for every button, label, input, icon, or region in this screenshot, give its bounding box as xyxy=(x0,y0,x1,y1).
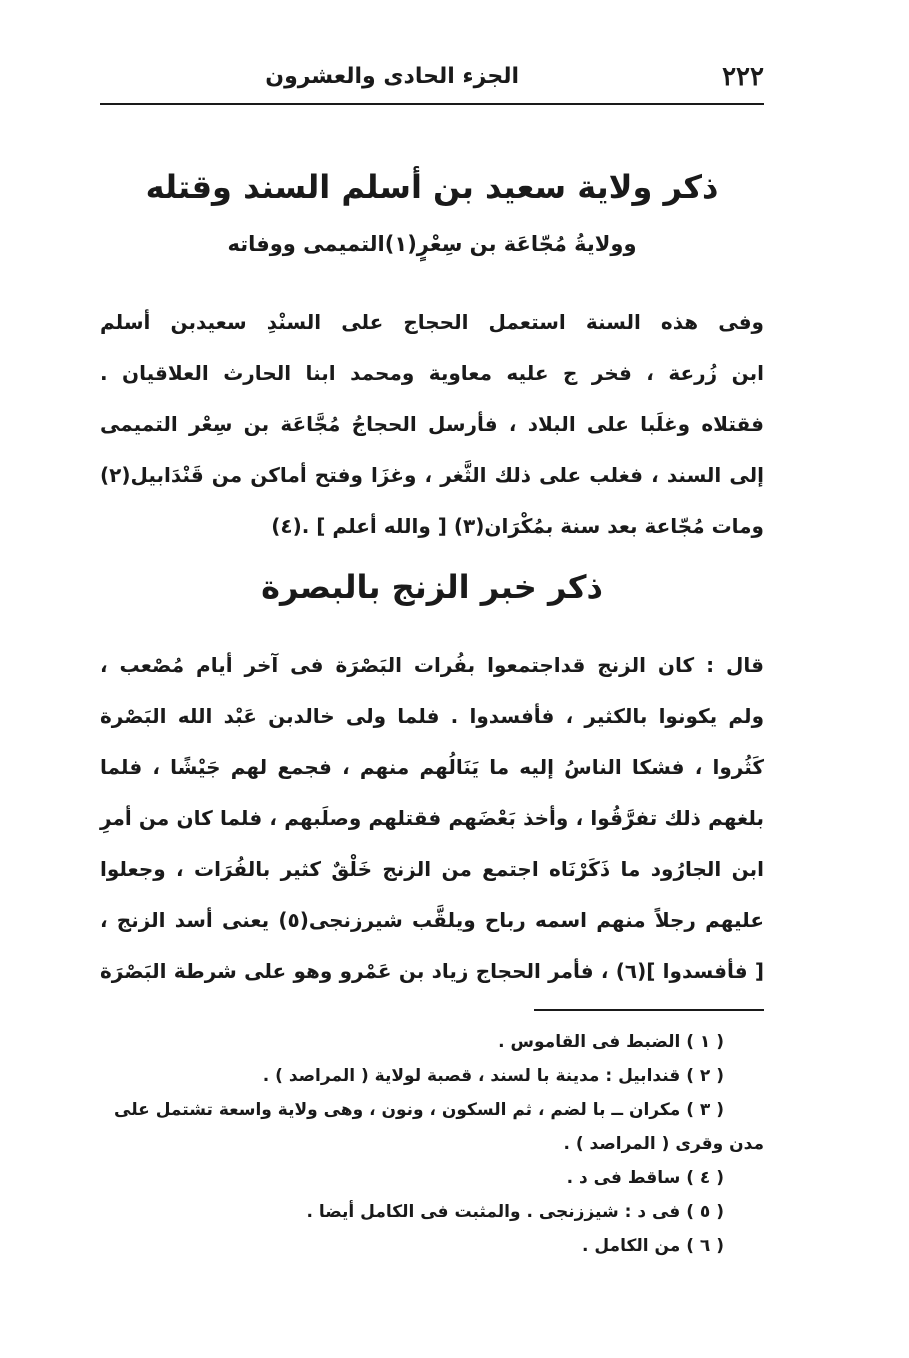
text-line: إلى السند ، فغلب على ذلك الثَّغر ، وغزَا وفتح أماكن من قَنْدَابيل(٢) xyxy=(100,463,764,487)
footnote: ( ٢ ) قندابيل : مدينة با لسند ، قصبة لولاية ( المراصد ) . xyxy=(262,1066,724,1086)
footnote: ( ١ ) الضبط فى القاموس . xyxy=(498,1032,724,1052)
paragraph-zanj xyxy=(100,640,764,997)
text-line: ابن الجارُود ما ذَكَرْنَاه اجتمع من الزنج خَلْقٌ كثير بالفُرَات ، وجعلوا xyxy=(100,857,764,881)
text-line: وفى هذه السنة استعمل الحجاج على السنْدِ سعيدبن أسلم xyxy=(100,310,764,334)
footnotes xyxy=(100,1025,764,1263)
header-divider xyxy=(100,103,764,105)
text-line: فقتلاه وغلَبا على البلاد ، فأرسل الحجاجُ مُجَّاعَة بن سِعْر التميمى xyxy=(100,412,764,436)
footnote-divider xyxy=(534,1009,764,1011)
footnote-continuation: مدن وقرى ( المراصد ) . xyxy=(563,1134,764,1154)
text-line: عليهم رجلاً منهم اسمه رباح ويلقَّب شيرزنجى(٥) يعنى أسد الزنج ، xyxy=(100,908,765,932)
running-title: الجزء الحادى والعشرون xyxy=(265,64,519,89)
text-line: ولم يكونوا بالكثير ، فأفسدوا . فلما ولى خالدبن عَبْد الله البَصْرة xyxy=(100,704,764,728)
text-line: ومات مُجّاعة بعد سنة بمُكْرَان(٣) [ والله أعلم ] .(٤) xyxy=(271,514,764,538)
footnote: ( ٥ ) فى د : شيززنجى . والمثبت فى الكامل أيضا . xyxy=(306,1202,724,1222)
section-title: ذكر خبر الزنج بالبصرة xyxy=(261,568,603,606)
text-line: ابن زُرعة ، فخر ج عليه معاوية ومحمد ابنا الحارث العلاقيان . xyxy=(100,361,764,385)
footnote: ( ٦ ) من الكامل . xyxy=(582,1236,724,1256)
page-number: ٢٢٢ xyxy=(722,62,764,92)
footnote: ( ٤ ) ساقط فى د . xyxy=(566,1168,724,1188)
text-line: بلغهم ذلك تفرَّقُوا ، وأخذ بَعْضَهم فقتلهم وصلَبهم ، فلما كان من أمرِ xyxy=(100,806,764,830)
running-header xyxy=(100,58,764,102)
paragraph-governorship xyxy=(100,297,764,552)
section-subtitle: وولايةُ مُجّاعَة بن سِعْرٍ(١)التميمى ووفاته xyxy=(227,232,637,256)
section-title: ذكر ولاية سعيد بن أسلم السند وقتله xyxy=(145,168,719,206)
text-line: كَثُروا ، فشكا الناسُ إليه ما يَنَالُهم منهم ، فجمع لهم جَيْشًا ، فلما xyxy=(100,755,764,779)
text-line: قال : كان الزنج قداجتمعوا بفُرات البَصْرَة فى آخر أيام مُصْعب ، xyxy=(100,653,764,677)
footnote: ( ٣ ) مكران ــ با لضم ، ثم السكون ، ونون ، وهى ولاية واسعة تشتمل على xyxy=(114,1100,724,1120)
text-line: [ فأفسدوا ](٦) ، فأمر الحجاج زياد بن عَمْرو وهو على شرطة البَصْرَة xyxy=(100,959,765,983)
